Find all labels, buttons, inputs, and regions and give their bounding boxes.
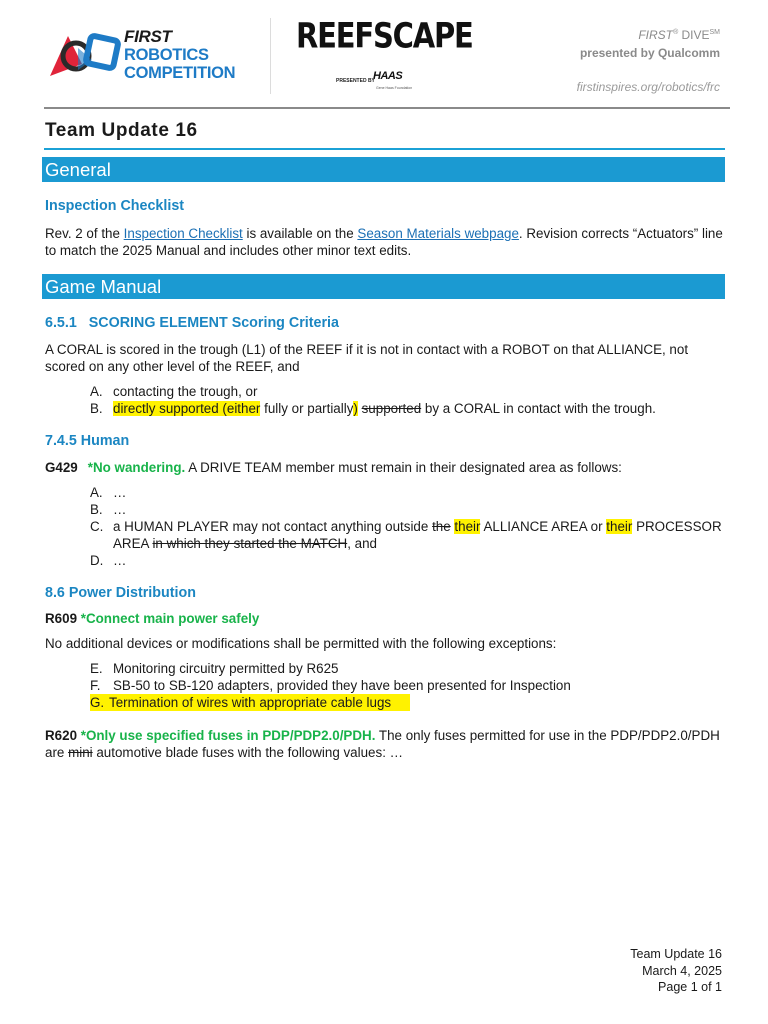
footer-page-number: Page 1 of 1 <box>658 980 722 995</box>
highlighted-text: directly supported (either <box>113 401 261 416</box>
section-heading-general: General <box>42 157 725 182</box>
list-item: C. a HUMAN PLAYER may not contact anything outside the their ALLIANCE AREA or their PROCESSOR AREA in which they started the MATCH, and <box>90 519 722 551</box>
power-distribution-heading: 8.6 Power Distribution <box>45 585 196 601</box>
header-divider <box>270 18 271 94</box>
page-title: Team Update 16 <box>45 120 198 141</box>
reefscape-wordmark: REEFSCAPE <box>296 15 473 56</box>
rule-r620: R620 *Only use specified fuses in PDP/PDP2.0/PDH. The only fuses permitted for use in the PDP/PDP2.0/PDH are mini automotive blade fuses with the following values: … <box>45 728 720 760</box>
inspection-checklist-paragraph: Rev. 2 of the Inspection Checklist is available on the Season Materials webpage. Revision corrects “Actuators” line to match the 2025 Manual and includes other minor text edits. <box>45 226 723 258</box>
list-item: E. Monitoring circuitry permitted by R625 <box>90 661 339 676</box>
highlighted-text: their <box>454 519 481 534</box>
first-dive-label: FIRST® DIVE℠ <box>638 28 720 42</box>
rule-name: *Only use specified fuses in PDP/PDP2.0/PDH. <box>77 728 376 743</box>
website-link[interactable]: firstinspires.org/robotics/frc <box>576 80 720 94</box>
list-item: B. … <box>90 502 127 517</box>
highlighted-text: their <box>606 519 633 534</box>
footer-date: March 4, 2025 <box>642 963 722 978</box>
footer-title: Team Update 16 <box>630 947 722 961</box>
list-item: A. contacting the trough, or <box>90 384 258 399</box>
first-wordmark: FIRST <box>124 27 172 46</box>
struck-text: supported <box>361 401 422 416</box>
struck-text: in which they started the MATCH <box>152 536 348 551</box>
rule-g429: G429 *No wandering. A DRIVE TEAM member must remain in their designated area as follows: <box>45 460 622 475</box>
list-item: A. … <box>90 485 127 500</box>
g429-list <box>90 484 730 569</box>
reefscape-logo <box>296 15 473 90</box>
section-heading-game-manual: Game Manual <box>42 274 725 299</box>
presented-by-label: PRESENTED BY <box>336 78 375 84</box>
rule-id: R620 <box>45 728 78 743</box>
list-item: D. … <box>90 553 127 568</box>
r609-paragraph: No additional devices or modifications shall be permitted with the following exceptions: <box>45 636 557 651</box>
scoring-criteria-heading: 6.5.1 SCORING ELEMENT Scoring Criteria <box>45 315 339 331</box>
struck-text: the <box>432 519 451 534</box>
presented-by-qualcomm: presented by Qualcomm <box>579 46 720 60</box>
inspection-checklist-heading: Inspection Checklist <box>45 198 185 214</box>
robotics-wordmark: ROBOTICS <box>124 46 209 64</box>
inspection-checklist-link[interactable]: Inspection Checklist <box>123 226 243 241</box>
first-robotics-logo <box>48 26 248 86</box>
highlighted-text: ) <box>353 401 358 416</box>
list-item: G. Termination of wires with appropriate cable lugs <box>90 694 730 711</box>
scoring-criteria-list <box>90 383 730 417</box>
rule-name: *No wandering. <box>87 460 186 475</box>
header-rule <box>44 107 730 109</box>
list-item: F. SB-50 to SB-120 adapters, provided they have been presented for Inspection <box>90 678 571 693</box>
list-item: B. directly supported (either fully or partially) supported by a CORAL in contact with the trough. <box>90 401 656 416</box>
title-rule <box>44 148 725 150</box>
rule-name: *Connect main power safely <box>77 611 260 626</box>
season-branding <box>577 24 720 96</box>
scoring-criteria-paragraph: A CORAL is scored in the trough (L1) of the REEF if it is not in contact with a ROBOT on that ALLIANCE, not scored on any other level of the REEF, and <box>45 342 689 374</box>
human-heading: 7.4.5 Human <box>45 433 130 449</box>
season-materials-link[interactable]: Season Materials webpage <box>357 226 519 241</box>
haas-logo: HAAS <box>373 70 403 82</box>
rule-r609-title <box>45 610 725 627</box>
first-logo-mark-icon <box>48 30 122 84</box>
haas-foundation-label: Gene Haas Foundation <box>376 86 413 90</box>
rule-id: G429 <box>45 460 78 475</box>
struck-text: mini <box>68 745 93 760</box>
r609-list <box>90 660 730 711</box>
competition-wordmark: COMPETITION <box>124 64 236 82</box>
rule-id: R609 <box>45 611 78 626</box>
page-footer <box>630 946 722 996</box>
